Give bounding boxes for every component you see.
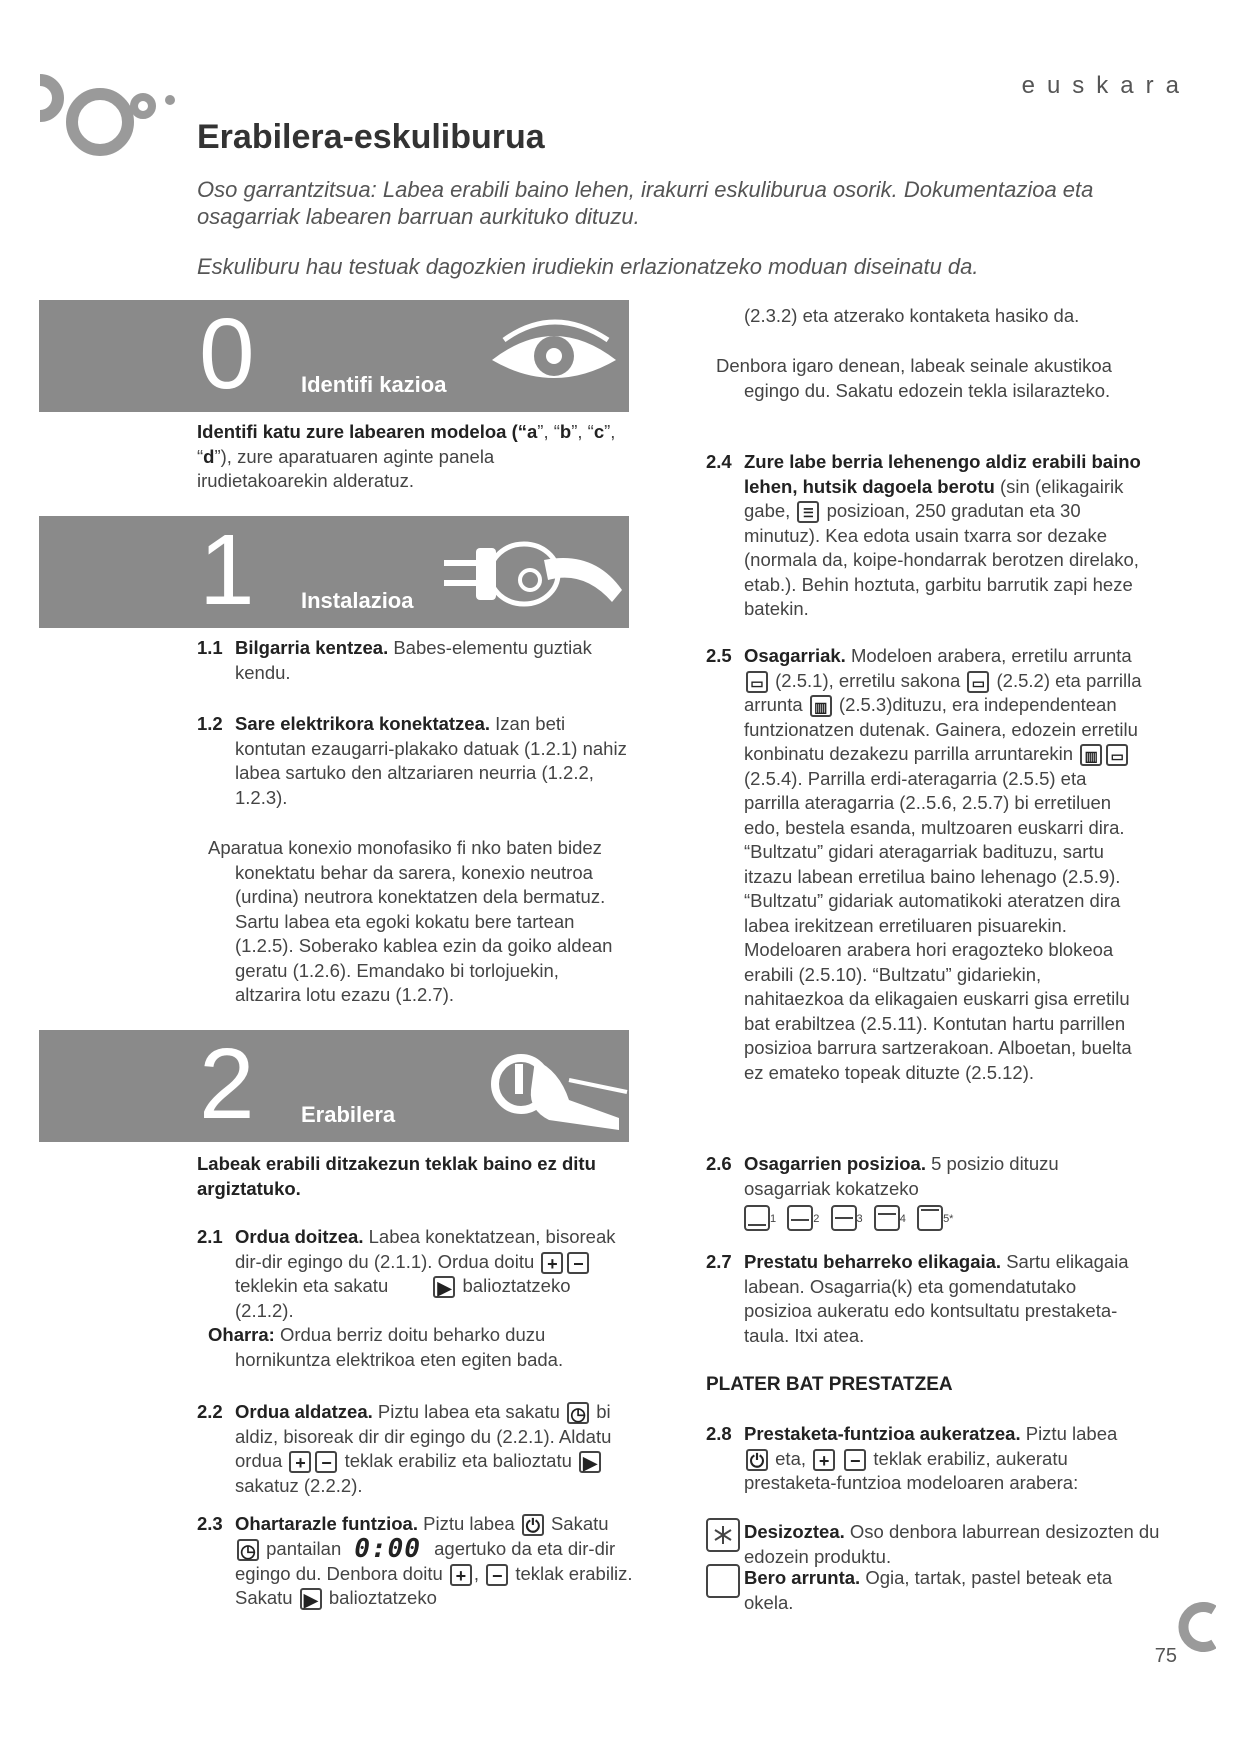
step-2-5: 2.5 Osagarriak. Modeloen arabera, erretilu arrunta ▭ (2.5.1), erretilu sakona ▭ (2.5.2) eta parrilla arrunta ▥ (2.5.3)dituzu, era independentean funtzionatzen dutenak. Gainera, edozein erretilu konbinatu dezakezu parrilla arruntarekin ▥ ▭ (2.5.4). Parrilla erdi-ateragarria (2.5.5) eta parrilla ateragarria (2..5.6, 2.5.7) bi erretiluen edo, bestela esanda, multzoaren euskarri dira. “Bultzatu” gidari ateragarriak badituzu, sartu itzazu labean erretilua baino lehenago (2.5.9). “Bultzatu” gidariak automatikoki ateratzen dira labea irekitzean erretiluaren pisuarekin. Modeloaren arabera hori eragozteko blokeoa erabili (2.5.10). “Bultzatu” gidariekin, nahitaezkoa da elikagaien euskarri gisa erretilu bat erabiltzea (2.5.11). Kontutan hartu parrillen posizioa barrura sartzerakoan. Alboetan, buelta ez emateko topeak dituzte (2.5.12). (706, 645, 1142, 1083)
installation-paragraph: Aparatua konexio monofasiko fi nko baten bidez konektatu behar da sarera, konexio neutroa (urdina) neutrora konektatzen dela bermatuz. Sartu labea eta egoki kokatu bere tartean (1.2.5). Soberako kablea ezin da goiko aldean geratu (1.2.6). Emandako bi torlojuekin, altzarira lotu ezazu (1.2.7). (208, 837, 613, 1005)
section-number: 1 (199, 514, 255, 626)
step-2-7: 2.7 Prestatu beharreko elikagaia. Sartu elikagaia labean. Osagarria(k) eta gomendatutako posizioa aukeratu edo kontsultatu prestaketa-taula. Itxi atea. (706, 1251, 1129, 1346)
baking-tray-icon: ▭ (1106, 744, 1128, 766)
section-label: Erabilera (301, 1102, 396, 1127)
minus-key-icon: − (486, 1564, 508, 1586)
note: Oharra: Ordua berriz doitu beharko duzu hornikuntza elektrikoa eten egiten bada. (208, 1324, 564, 1370)
plus-key-icon: + (541, 1252, 563, 1274)
brand-logo (30, 70, 180, 180)
shelf-position-icon (787, 1205, 813, 1231)
plus-key-icon: + (450, 1564, 472, 1586)
grill-rack-icon: ▥ (810, 695, 832, 717)
defrost-icon (706, 1518, 740, 1552)
play-pause-key-icon: ▶ (579, 1451, 601, 1473)
shelf-position-icon (874, 1205, 900, 1231)
baking-tray-icon: ▭ (746, 671, 768, 693)
corner-logo-mark (1176, 1602, 1216, 1652)
power-key-icon: ⏻ (522, 1514, 544, 1536)
plus-key-icon: + (289, 1451, 311, 1473)
intro-text: Oso garrantzitsua: Labea erabili baino lehen, irakurri eskuliburua osorik. Dokumentazioa eta osagarriak labearen barruan aurkituko dituzu. (197, 177, 1094, 229)
page-number: 75 (1154, 1645, 1177, 1667)
shelf-position-icon (831, 1205, 857, 1231)
clock-key-icon: ◷ (567, 1402, 589, 1424)
identification-text: Identifi katu zure labearen modeloa (“a”, “b”, “c”, “d”), zure aparatuaren aginte panela irudietakoarekin alderatuz. (197, 421, 616, 491)
section-label: Identifi kazioa (301, 372, 447, 397)
section-number: 2 (199, 1028, 255, 1140)
step-2-3: 2.3 Ohartarazle funtzioa. Piztu labea ⏻ Sakatu ◷ pantailan 0:00 agertuko da eta dir-dir egingo du. Denbora doitu + , − teklak erabiliz. Sakatu ▶ balioztatzeko (197, 1513, 633, 1611)
conventional-oven-icon: ☰ (797, 501, 819, 523)
shelf-position-icon (917, 1205, 943, 1231)
step-2-1: 2.1 Ordua doitzea. Labea konektatzean, bisoreak dir-dir egingo du (2.1.1). Ordua doitu + − teklekin eta sakatu ▶ balioztatzeko (2.1.2). (197, 1226, 616, 1321)
deep-tray-icon: ▭ (967, 671, 989, 693)
plater-heading: PLATER BAT PRESTATZEA (706, 1374, 953, 1395)
shelf-positions: 1 2 3 4 5* (744, 1205, 1146, 1231)
minus-key-icon: − (844, 1449, 866, 1471)
language-label: euskara (1021, 72, 1191, 99)
shelf-position-icon (744, 1205, 770, 1231)
function-conventional: Bero arrunta. Ogia, tartak, pastel beteak eta okela. (744, 1567, 1113, 1613)
step-2-8: 2.8 Prestaketa-funtzioa aukeratzea. Piztu labea ⏻ eta, + − teklak erabiliz, aukeratu prestaketa-funtzioa modeloaren arabera: (706, 1423, 1118, 1493)
section-number: 0 (199, 298, 255, 410)
finger-knob-icon (479, 1040, 629, 1140)
section-label: Instalazioa (301, 588, 414, 613)
step-1-2: 1.2 Sare elektrikora konektatzea. Izan beti kontutan ezaugarri-plakako datuak (1.2.1) nahiz labea sartuko den altzariaren neurria (1.2.2, 1.2.3). (197, 713, 627, 808)
minus-key-icon: − (567, 1252, 589, 1274)
minus-key-icon: − (315, 1451, 337, 1473)
plus-key-icon: + (813, 1449, 835, 1471)
grill-rack-icon: ▥ (1080, 744, 1102, 766)
usage-lead: Labeak erabili ditzakezun teklak baino ez ditu argiztatuko. (197, 1153, 596, 1199)
conventional-oven-icon (706, 1564, 740, 1598)
section-band-usage (39, 1030, 629, 1142)
eye-icon (484, 318, 624, 398)
section-band-identification (39, 300, 629, 412)
step-2-4: 2.4 Zure labe berria lehenengo aldiz erabili baino lehen, hutsik dagoela berotu (sin (elikagairik gabe, ☰ posizioan, 250 gradutan eta 30 minutuz). Kea edota usain txarra sor dezake (normala da, koipe-hondarrak berotzen direlako, etab.). Behin hoztuta, garbitu barrutik zapi heze batekin. (706, 451, 1141, 619)
step-2-6: 2.6 Osagarrien posizioa. 5 posizio dituzu osagarriak kokatzeko 1 2 3 4 5* (706, 1152, 1146, 1231)
intro-text-2: Eskuliburu hau testuak dagozkien irudiekin erlazionatzeko moduan diseinatu da. (197, 254, 979, 279)
clock-key-icon: ◷ (237, 1539, 259, 1561)
power-key-icon: ⏻ (746, 1449, 768, 1471)
display-readout: 0:00 (354, 1534, 421, 1565)
step-1-1: 1.1 Bilgarria kentzea. Babes-elementu guztiak kendu. (197, 637, 592, 683)
section-band-installation (39, 516, 629, 628)
play-pause-key-icon: ▶ (433, 1276, 455, 1298)
timer-continuation: (2.3.2) eta atzerako kontaketa hasiko da. (744, 305, 1080, 326)
function-defrost: Desizoztea. Oso denbora laburrean desizozten du edozein produktu. (744, 1521, 1160, 1567)
page-title: Erabilera-eskuliburua (197, 118, 545, 156)
play-pause-key-icon: ▶ (300, 1588, 322, 1610)
plug-icon (444, 530, 624, 620)
timer-signal-text: Denbora igaro denean, labeak seinale akustikoa egingo du. Sakatu edozein tekla isilarazteko. (716, 355, 1112, 401)
step-2-2: 2.2 Ordua aldatzea. Piztu labea eta sakatu ◷ bi aldiz, bisoreak dir dir egingo du (2.2.1). Aldatu ordua + − teklak erabiliz eta balioztatu ▶ sakatuz (2.2.2). (197, 1401, 612, 1496)
